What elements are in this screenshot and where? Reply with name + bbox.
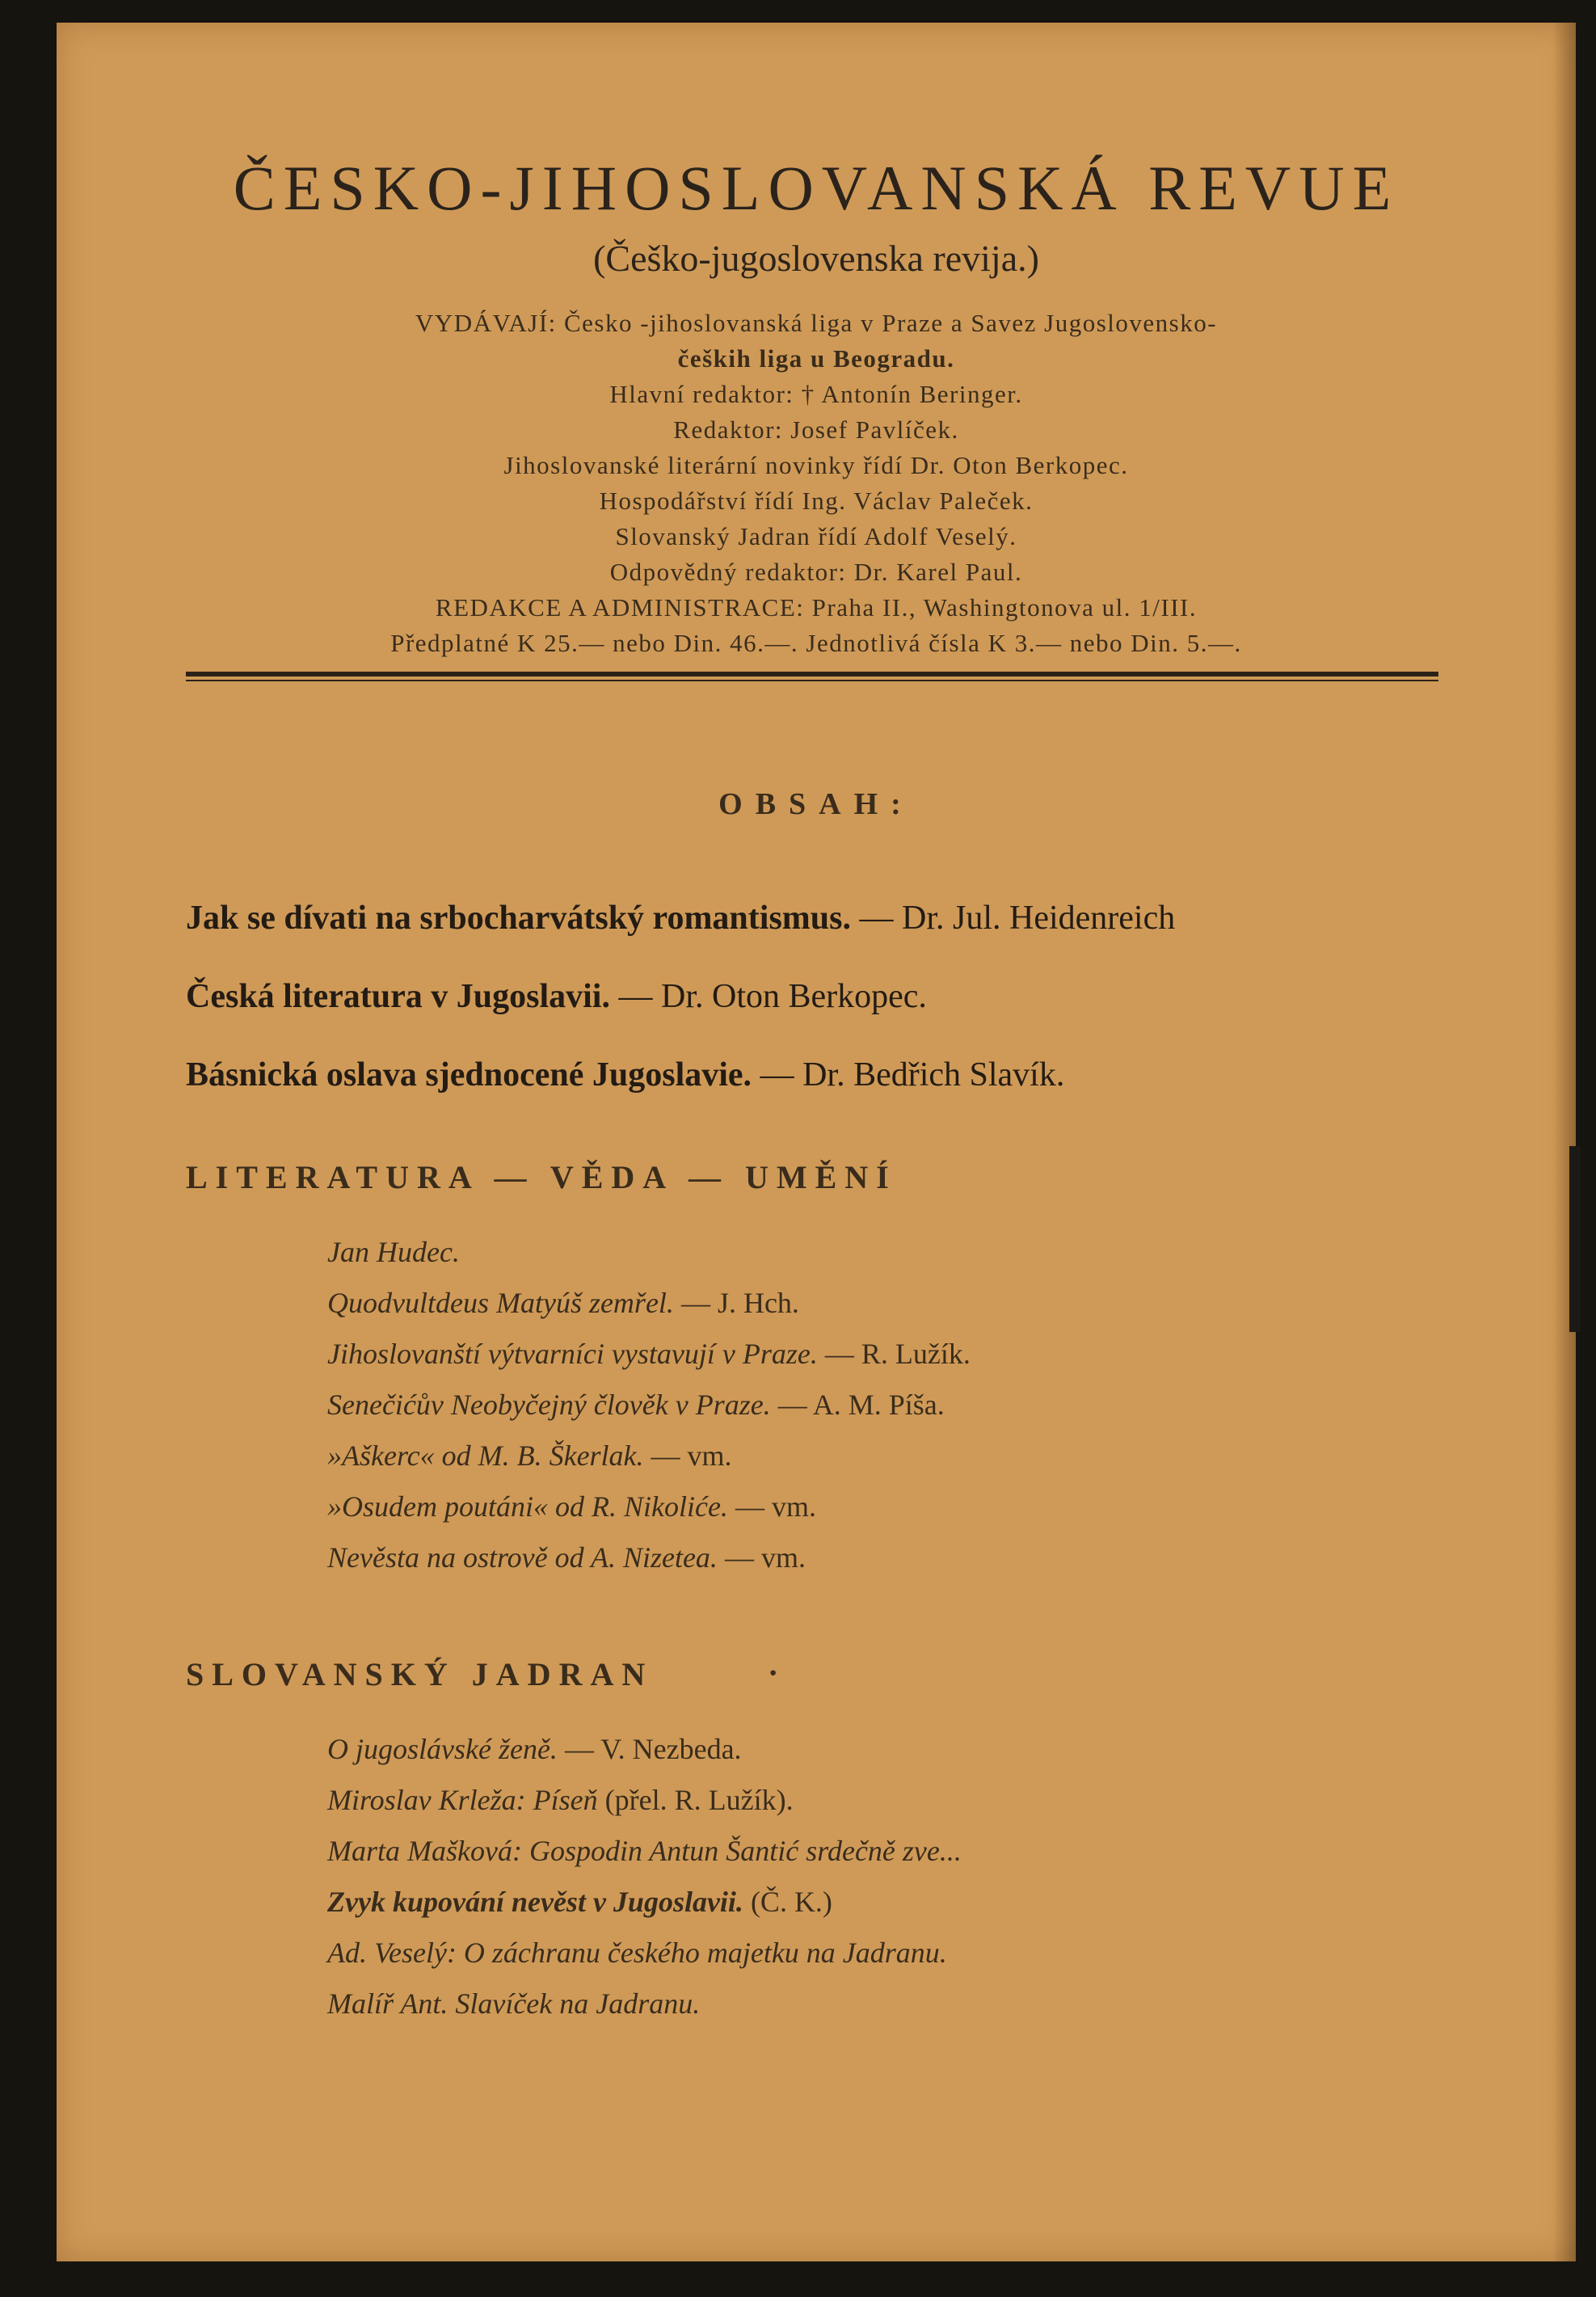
item-author: — vm.: [717, 1541, 806, 1574]
article-author: — Dr. Jul. Heidenreich: [850, 900, 1176, 937]
item-title: Miroslav Krleža: Píseň: [327, 1784, 598, 1816]
journal-subtitle: (Češko-jugoslovenska revija.): [593, 238, 1039, 279]
list-item: [327, 1775, 1459, 1826]
item-author: — J. Hch.: [673, 1287, 799, 1319]
section-heading-literatura: LITERATURA — VĚDA — UMĚNÍ: [186, 1159, 897, 1195]
list-item: [327, 1380, 1459, 1431]
item-author: — vm.: [727, 1490, 816, 1523]
list-item: [327, 1724, 1459, 1775]
item-title: Malíř Ant. Slavíček na Jadranu.: [327, 1987, 701, 2020]
section-heading-jadran: SLOVANSKÝ JADRAN: [186, 1656, 654, 1692]
binding-mark: [1569, 1146, 1581, 1332]
item-title: Zvyk kupování nevěst v Jugoslavii.: [327, 1886, 743, 1918]
masthead-line-publishers: VYDÁVAJÍ: Česko -jihoslovanská liga v Praze a Savez Jugoslovensko-: [415, 309, 1218, 337]
item-title: »Osudem poutáni« od R. Nikoliće.: [327, 1490, 728, 1523]
literatura-list: [327, 1227, 1459, 1583]
list-item: [327, 1532, 1459, 1583]
list-item: [327, 1329, 1459, 1380]
masthead-line-editor: Redaktor: Josef Pavlíček.: [673, 415, 959, 444]
list-item: [327, 1227, 1459, 1278]
decorative-dot: ·: [768, 1654, 779, 1691]
contents-heading: OBSAH:: [718, 787, 914, 821]
masthead-line-publishers-cont: čeških liga u Beogradu.: [677, 344, 955, 373]
masthead-line-subscription: Předplatné K 25.— nebo Din. 46.—. Jednotlivá čísla K 3.— nebo Din. 5.—.: [390, 629, 1242, 657]
item-title: Jihoslovanští výtvarníci vystavují v Praze.: [327, 1338, 818, 1370]
item-author: — V. Nezbeda.: [557, 1733, 742, 1765]
item-title: Marta Mašková: Gospodin Antun Šantić srdečně zve...: [327, 1835, 962, 1867]
item-author: (Č. K.): [743, 1886, 832, 1918]
article-title: Básnická oslava sjednocené Jugoslavie.: [186, 1056, 752, 1094]
article-entry: [186, 958, 1479, 1036]
masthead-line-literary-news: Jihoslovanské literární novinky řídí Dr. Oton Berkopec.: [503, 451, 1129, 479]
item-title: Quodvultdeus Matyúš zemřel.: [327, 1287, 674, 1319]
item-author: — vm.: [643, 1439, 732, 1472]
item-title: O jugoslávské ženě.: [327, 1733, 558, 1765]
page-edge-shadow: [1553, 23, 1576, 2261]
article-author: — Dr. Oton Berkopec.: [609, 978, 927, 1015]
list-item: [327, 1278, 1459, 1329]
masthead-line-responsible-editor: Odpovědný redaktor: Dr. Karel Paul.: [609, 558, 1023, 586]
list-item: [327, 1877, 1459, 1928]
masthead-line-economy: Hospodářství řídí Ing. Václav Paleček.: [599, 487, 1034, 515]
article-title: Česká literatura v Jugoslavii.: [186, 978, 610, 1015]
list-item: [327, 1431, 1459, 1481]
item-title: Ad. Veselý: O záchranu českého majetku na Jadranu.: [327, 1937, 947, 1969]
list-item: [327, 1481, 1459, 1532]
masthead-line-adriatic: Slovanský Jadran řídí Adolf Veselý.: [615, 522, 1017, 550]
item-title: Senečićův Neobyčejný člověk v Praze.: [327, 1389, 771, 1421]
masthead-line-address: REDAKCE A ADMINISTRACE: Praha II., Washingtonova ul. 1/III.: [435, 593, 1198, 622]
masthead: [186, 306, 1447, 661]
article-author: — Dr. Bedřich Slavík.: [752, 1056, 1065, 1094]
item-title: Nevěsta na ostrově od A. Nizetea.: [327, 1541, 718, 1574]
list-item: [327, 1928, 1459, 1979]
item-author: — R. Lužík.: [817, 1338, 971, 1370]
article-entry: [186, 879, 1479, 958]
jadran-list: [327, 1724, 1459, 2029]
item-author: (přel. R. Lužík).: [597, 1784, 794, 1816]
article-title: Jak se dívati na srbocharvátský romantismus.: [186, 900, 851, 937]
item-author: — A. M. Píša.: [770, 1389, 945, 1421]
item-title: »Aškerc« od M. B. Škerlak.: [327, 1439, 644, 1472]
divider-rule-thin: [186, 680, 1438, 681]
list-item: [327, 1826, 1459, 1877]
journal-page: [57, 23, 1576, 2261]
article-entry: [186, 1036, 1479, 1115]
list-item: [327, 1979, 1459, 2029]
journal-title: ČESKO-JIHOSLOVANSKÁ REVUE: [233, 153, 1400, 223]
contents-articles: [186, 879, 1479, 1115]
item-title: Jan Hudec.: [327, 1236, 460, 1268]
divider-rule: [186, 672, 1438, 676]
masthead-line-chief-editor: Hlavní redaktor: † Antonín Beringer.: [609, 380, 1023, 408]
